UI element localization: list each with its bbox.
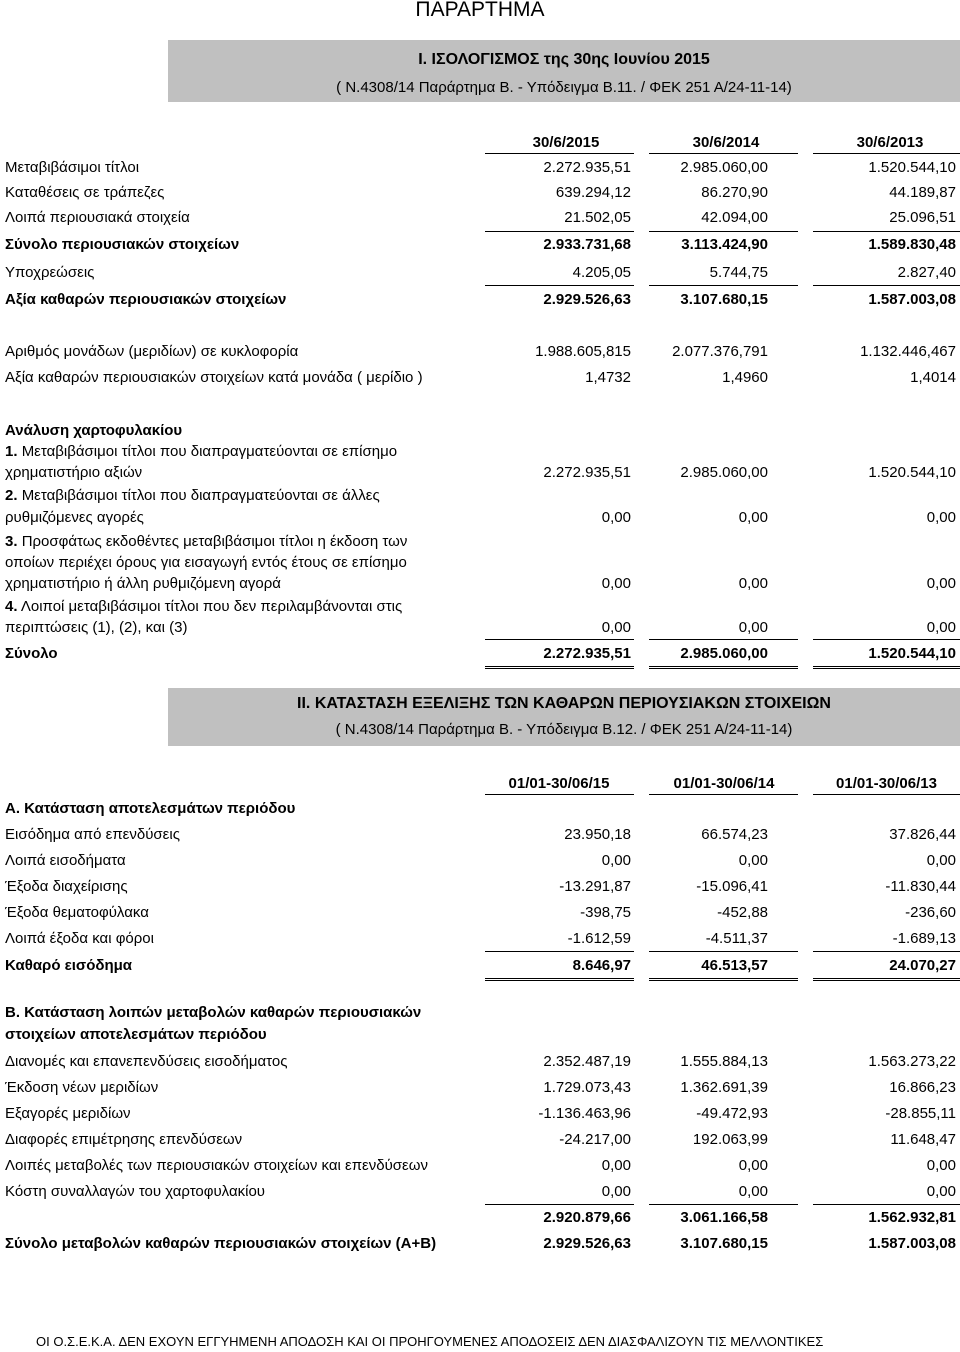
section1-col-header: 30/6/2014 bbox=[692, 134, 760, 151]
change-row-value: 1.555.884,13 bbox=[680, 1053, 768, 1070]
change-row-value: 16.866,23 bbox=[889, 1079, 956, 1096]
nav-per-unit-value: 1,4960 bbox=[722, 369, 768, 386]
income-row-value: -11.830,44 bbox=[885, 878, 956, 895]
section2-subtitle: ( Ν.4308/14 Παράρτημα Β. - Υπόδειγμα Β.12. / ΦΕΚ 251 Α/24-11-14) bbox=[335, 721, 793, 738]
portfolio-item-value: 0,00 bbox=[601, 509, 631, 526]
double-underline bbox=[813, 978, 960, 981]
portfolio-item-value: 2.272.935,51 bbox=[543, 464, 631, 481]
change-row-value: -24.217,00 bbox=[559, 1131, 631, 1148]
change-row-value: 0,00 bbox=[601, 1157, 631, 1174]
portfolio-item-value: 0,00 bbox=[926, 509, 956, 526]
income-row-value: 0,00 bbox=[601, 852, 631, 869]
change-row-value: 0,00 bbox=[738, 1183, 768, 1200]
portfolio-item-value: 1.520.544,10 bbox=[868, 464, 956, 481]
change-row-label: Λοιπές μεταβολές των περιουσιακών στοιχείων και επενδύσεων bbox=[5, 1157, 428, 1174]
subtotal-underline bbox=[485, 231, 634, 232]
section2-title: ΙΙ. ΚΑΤΑΣΤΑΣΗ ΕΞΕΛΙΞΗΣ ΤΩΝ ΚΑΘΑΡΩΝ ΠΕΡΙΟΥΣΙΑΚΩΝ ΣΤΟΙΧΕΙΩΝ bbox=[297, 695, 831, 712]
total-changes-value: 3.107.680,15 bbox=[680, 1235, 768, 1252]
change-row-value: -49.472,93 bbox=[696, 1105, 768, 1122]
units-outstanding-value: 2.077.376,791 bbox=[672, 343, 768, 360]
change-row-label: Κόστη συναλλαγών του χαρτοφυλακίου bbox=[5, 1183, 266, 1200]
portfolio-item-text: οποίων περιέχει όρους για εισαγωγή εντός έτους σε επίσημο bbox=[5, 554, 407, 571]
nav-per-unit-value: 1,4732 bbox=[585, 369, 631, 386]
double-underline bbox=[485, 666, 634, 669]
balance-row-value: 4.205,05 bbox=[572, 264, 631, 281]
portfolio-item-value: 0,00 bbox=[926, 619, 956, 636]
balance-row-value: 2.272.935,51 bbox=[543, 159, 631, 176]
subtotal-underline bbox=[649, 1204, 798, 1205]
net-assets-value: 1.587.003,08 bbox=[868, 291, 956, 308]
portfolio-item-text: 1. Μεταβιβάσιμοι τίτλοι που διαπραγματεύονται σε επίσημο bbox=[5, 443, 398, 460]
subtotal-underline bbox=[813, 231, 960, 232]
page-title: ΠΑΡΑΡΤΗΜΑ bbox=[415, 0, 545, 21]
income-row-value: -452,88 bbox=[717, 904, 768, 921]
change-row-label: Διανομές και επανεπενδύσεις εισοδήματος bbox=[5, 1053, 288, 1070]
portfolio-total-value: 2.272.935,51 bbox=[543, 645, 631, 662]
portfolio-item-value: 0,00 bbox=[738, 509, 768, 526]
net-income-label: Καθαρό εισόδημα bbox=[5, 957, 133, 974]
income-row-value: -1.689,13 bbox=[892, 930, 956, 947]
part-b-title: Β. Κατάσταση λοιπών μεταβολών καθαρών περιουσιακών bbox=[5, 1004, 422, 1021]
column-underline bbox=[649, 794, 798, 795]
income-row-label: Έξοδα διαχείρισης bbox=[5, 878, 128, 895]
balance-row-value: 21.502,05 bbox=[564, 209, 631, 226]
column-underline bbox=[649, 153, 798, 154]
income-row-value: -236,60 bbox=[905, 904, 956, 921]
total-changes-value: 1.587.003,08 bbox=[868, 1235, 956, 1252]
part-a-title: Α. Κατάσταση αποτελεσμάτων περιόδου bbox=[5, 800, 296, 817]
section2-col-header: 01/01-30/06/15 bbox=[508, 775, 610, 792]
section1-col-header: 30/6/2015 bbox=[532, 134, 600, 151]
change-row-value: 0,00 bbox=[926, 1157, 956, 1174]
portfolio-item-value: 0,00 bbox=[601, 575, 631, 592]
column-underline bbox=[813, 794, 960, 795]
subtotal-underline bbox=[485, 1204, 634, 1205]
balance-row-label: Μεταβιβάσιμοι τίτλοι bbox=[5, 159, 140, 176]
subtotal-underline bbox=[649, 285, 798, 286]
subtotal-underline bbox=[813, 285, 960, 286]
income-row-value: 0,00 bbox=[738, 852, 768, 869]
subtotal-underline bbox=[649, 231, 798, 232]
section1-title: Ι. ΙΣΟΛΟΓΙΣΜΟΣ της 30ης Ιουνίου 2015 bbox=[418, 51, 710, 68]
balance-total-value: 3.113.424,90 bbox=[681, 236, 768, 253]
income-row-value: -398,75 bbox=[580, 904, 631, 921]
section1-subtitle: ( Ν.4308/14 Παράρτημα Β. - Υπόδειγμα Β.11. / ΦΕΚ 251 Α/24-11-14) bbox=[336, 79, 792, 96]
income-row-label: Εισόδημα από επενδύσεις bbox=[5, 826, 180, 843]
change-row-label: Εξαγορές μεριδίων bbox=[5, 1105, 131, 1122]
subtotal-underline bbox=[485, 951, 634, 952]
change-row-value: -1.136.463,96 bbox=[538, 1105, 631, 1122]
net-income-value: 8.646,97 bbox=[572, 957, 631, 974]
double-underline bbox=[649, 666, 798, 669]
section2-col-header: 01/01-30/06/13 bbox=[836, 775, 937, 792]
double-underline bbox=[485, 978, 634, 981]
portfolio-item-value: 0,00 bbox=[738, 619, 768, 636]
change-row-value: 2.352.487,19 bbox=[543, 1053, 631, 1070]
total-changes-label: Σύνολο μεταβολών καθαρών περιουσιακών στοιχείων (Α+Β) bbox=[5, 1235, 437, 1252]
portfolio-total-label: Σύνολο bbox=[5, 645, 58, 662]
portfolio-total-value: 2.985.060,00 bbox=[680, 645, 768, 662]
income-row-value: 23.950,18 bbox=[564, 826, 631, 843]
net-income-value: 46.513,57 bbox=[701, 957, 768, 974]
portfolio-item-value: 0,00 bbox=[738, 575, 768, 592]
portfolio-title: Ανάλυση χαρτοφυλακίου bbox=[5, 422, 183, 439]
portfolio-item-text: 2. Μεταβιβάσιμοι τίτλοι που διαπραγματεύονται σε άλλες bbox=[5, 487, 380, 504]
nav-per-unit-label: Αξία καθαρών περιουσιακών στοιχείων κατά μονάδα ( μερίδιο ) bbox=[5, 369, 423, 386]
balance-row-value: 44.189,87 bbox=[889, 184, 956, 201]
balance-row-label: Καταθέσεις σε τράπεζες bbox=[5, 184, 165, 201]
part-b-subtotal-value: 3.061.166,58 bbox=[680, 1209, 768, 1226]
portfolio-item-text: χρηματιστήριο αξιών bbox=[5, 464, 143, 481]
income-row-value: -1.612,59 bbox=[567, 930, 631, 947]
portfolio-item-text: ρυθμιζόμενες αγορές bbox=[5, 509, 144, 526]
balance-row-value: 25.096,51 bbox=[889, 209, 956, 226]
portfolio-item-text: 3. Προσφάτως εκδοθέντες μεταβιβάσιμοι τίτλοι η έκδοση των bbox=[5, 533, 408, 550]
portfolio-item-value: 0,00 bbox=[926, 575, 956, 592]
section1-col-header: 30/6/2013 bbox=[856, 134, 924, 151]
part-b-subtotal-value: 2.920.879,66 bbox=[543, 1209, 631, 1226]
income-row-value: -15.096,41 bbox=[696, 878, 768, 895]
net-assets-value: 2.929.526,63 bbox=[543, 291, 631, 308]
units-outstanding-value: 1.988.605,815 bbox=[535, 343, 631, 360]
part-b-subtotal-value: 1.562.932,81 bbox=[868, 1209, 956, 1226]
change-row-value: 0,00 bbox=[601, 1183, 631, 1200]
balance-row-value: 1.520.544,10 bbox=[868, 159, 956, 176]
part-b-title: στοιχείων αποτελεσμάτων περιόδου bbox=[5, 1026, 267, 1043]
income-row-label: Λοιπά έξοδα και φόροι bbox=[5, 930, 154, 947]
net-assets-value: 3.107.680,15 bbox=[680, 291, 768, 308]
change-row-value: 1.563.273,22 bbox=[868, 1053, 956, 1070]
section2-col-header: 01/01-30/06/14 bbox=[673, 775, 775, 792]
balance-row-value: 86.270,90 bbox=[701, 184, 768, 201]
portfolio-item-value: 0,00 bbox=[601, 619, 631, 636]
balance-row-value: 42.094,00 bbox=[701, 209, 768, 226]
income-row-value: -4.511,37 bbox=[705, 930, 768, 947]
subtotal-underline bbox=[485, 285, 634, 286]
nav-per-unit-value: 1,4014 bbox=[910, 369, 956, 386]
subtotal-underline bbox=[649, 639, 798, 640]
change-row-label: Διαφορές επιμέτρησης επενδύσεων bbox=[5, 1131, 243, 1148]
column-underline bbox=[485, 794, 634, 795]
balance-row-label: Λοιπά περιουσιακά στοιχεία bbox=[5, 209, 190, 226]
change-row-value: 0,00 bbox=[738, 1157, 768, 1174]
subtotal-underline bbox=[649, 951, 798, 952]
income-row-value: 0,00 bbox=[926, 852, 956, 869]
subtotal-underline bbox=[813, 639, 960, 640]
subtotal-underline bbox=[813, 951, 960, 952]
portfolio-item-text: περιπτώσεις (1), (2), και (3) bbox=[5, 619, 188, 636]
change-row-value: -28.855,11 bbox=[885, 1105, 956, 1122]
units-outstanding-label: Αριθμός μονάδων (μεριδίων) σε κυκλοφορία bbox=[5, 343, 299, 360]
balance-row-label: Υποχρεώσεις bbox=[5, 264, 95, 281]
income-row-value: 37.826,44 bbox=[889, 826, 956, 843]
balance-row-value: 2.827,40 bbox=[897, 264, 956, 281]
income-row-value: 66.574,23 bbox=[701, 826, 768, 843]
total-changes-value: 2.929.526,63 bbox=[543, 1235, 631, 1252]
balance-total-value: 2.933.731,68 bbox=[543, 236, 631, 253]
units-outstanding-value: 1.132.446,467 bbox=[860, 343, 956, 360]
footer-disclaimer: ΟΙ Ο.Σ.Ε.Κ.Α. ΔΕΝ ΕΧΟΥΝ ΕΓΓΥΗΜΕΝΗ ΑΠΟΔΟΣΗ ΚΑΙ ΟΙ ΠΡΟΗΓΟΥΜΕΝΕΣ ΑΠΟΔΟΣΕΙΣ ΔΕΝ ΔΙΑΣΦΑΛΙΖΟΥΝ ΤΙΣ ΜΕΛΛΟΝΤΙΚΕΣ bbox=[36, 1334, 824, 1349]
subtotal-underline bbox=[485, 639, 634, 640]
balance-row-value: 639.294,12 bbox=[555, 184, 631, 201]
change-row-value: 0,00 bbox=[926, 1183, 956, 1200]
double-underline bbox=[813, 666, 960, 669]
income-row-value: -13.291,87 bbox=[559, 878, 631, 895]
income-row-label: Έξοδα θεματοφύλακα bbox=[5, 904, 149, 921]
portfolio-item-value: 2.985.060,00 bbox=[680, 464, 768, 481]
income-row-label: Λοιπά εισοδήματα bbox=[5, 852, 126, 869]
double-underline bbox=[649, 978, 798, 981]
portfolio-total-value: 1.520.544,10 bbox=[868, 645, 956, 662]
subtotal-underline bbox=[813, 1204, 960, 1205]
column-underline bbox=[485, 153, 634, 154]
change-row-label: Έκδοση νέων μεριδίων bbox=[5, 1079, 159, 1096]
balance-total-value: 1.589.830,48 bbox=[868, 236, 956, 253]
balance-row-value: 2.985.060,00 bbox=[680, 159, 768, 176]
portfolio-item-text: 4. Λοιποί μεταβιβάσιμοι τίτλοι που δεν περιλαμβάνονται στις bbox=[5, 598, 403, 615]
change-row-value: 1.362.691,39 bbox=[680, 1079, 768, 1096]
change-row-value: 11.648,47 bbox=[890, 1131, 956, 1148]
balance-row-value: 5.744,75 bbox=[709, 264, 768, 281]
change-row-value: 1.729.073,43 bbox=[543, 1079, 631, 1096]
column-underline bbox=[813, 153, 960, 154]
portfolio-item-text: χρηματιστήριο ή άλλη ρυθμιζόμενη αγορά bbox=[5, 575, 281, 592]
change-row-value: 192.063,99 bbox=[692, 1131, 768, 1148]
net-income-value: 24.070,27 bbox=[889, 957, 956, 974]
net-assets-label: Αξία καθαρών περιουσιακών στοιχείων bbox=[5, 291, 287, 308]
balance-total-label: Σύνολο περιουσιακών στοιχείων bbox=[5, 236, 240, 253]
